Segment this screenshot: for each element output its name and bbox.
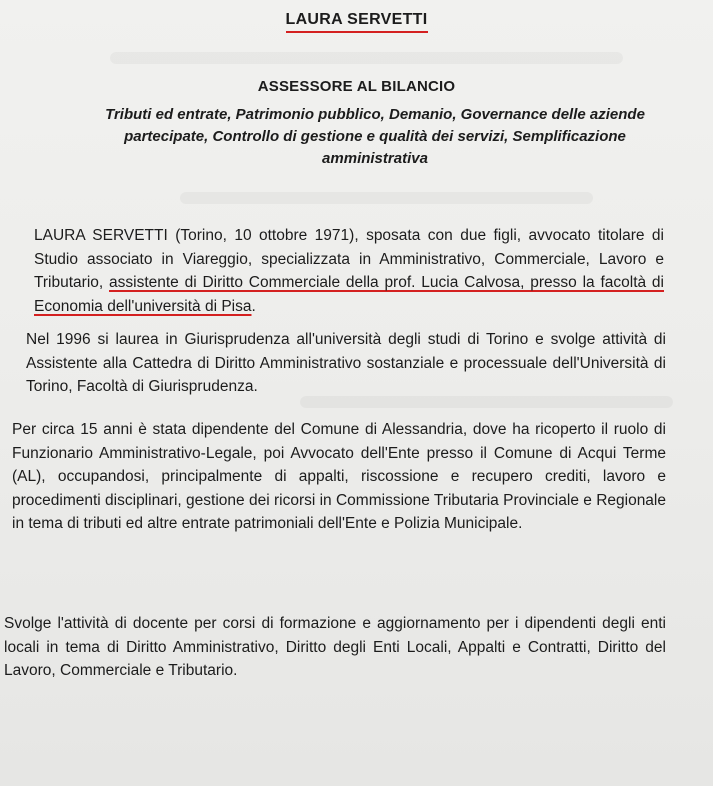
person-name-text: LAURA SERVETTI: [286, 10, 428, 33]
underlined-highlight: assistente di Diritto Commerciale della prof. Lucia Calvosa, presso la facoltà di Economia dell'università di Pisa: [34, 274, 664, 315]
role-title: ASSESSORE AL BILANCIO: [257, 78, 456, 95]
portfolio-description: Tributi ed entrate, Patrimonio pubblico, Demanio, Governance delle aziende partecipate, Controllo di gestione e qualità dei servizi, Semplificazione amministrativa: [105, 106, 645, 167]
bio-paragraph-1: [34, 224, 664, 318]
person-name: [0, 10, 713, 33]
bio-paragraph-1-end: .: [251, 297, 256, 315]
bio-paragraph-4: Svolge l'attività di docente per corsi di formazione e aggiornamento per i dipendenti degli enti locali in tema di Diritto Amministrativo, Diritto degli Enti Locali, Appalti e Contratti, Diritto del Lavoro, Commerciale e Tributario.: [4, 615, 666, 679]
show-through-text: [180, 192, 593, 204]
bio-paragraph-1-text: LAURA SERVETTI (Torino, 10 ottobre 1971), sposata con due figli, avvocato titolare di Studio associato in Viareggio, specializzata in Amministrativo, Commerciale, Lavoro e Tributario,: [34, 227, 664, 291]
bio-paragraph-3: Per circa 15 anni è stata dipendente del Comune di Alessandria, dove ha ricoperto il ruolo di Funzionario Amministrativo-Legale, poi Avvocato dell'Ente presso il Comune di Acqui Terme (AL), occupandosi, principalmente di appalti, riscossione e recupero crediti, lavoro e procedimenti disciplinari, gestione dei ricorsi in Commissione Tributaria Provinciale e Regionale in tema di tributi ed altre entrate patrimoniali dell'Ente e Polizia Municipale.: [12, 421, 666, 532]
bio-paragraph-2: Nel 1996 si laurea in Giurisprudenza all'università degli studi di Torino e svolge attività di Assistente alla Cattedra di Diritto Amministrativo sostanziale e processuale dell'Università di Torino, Facoltà di Giurisprudenza.: [26, 331, 666, 395]
show-through-text: [110, 52, 623, 64]
